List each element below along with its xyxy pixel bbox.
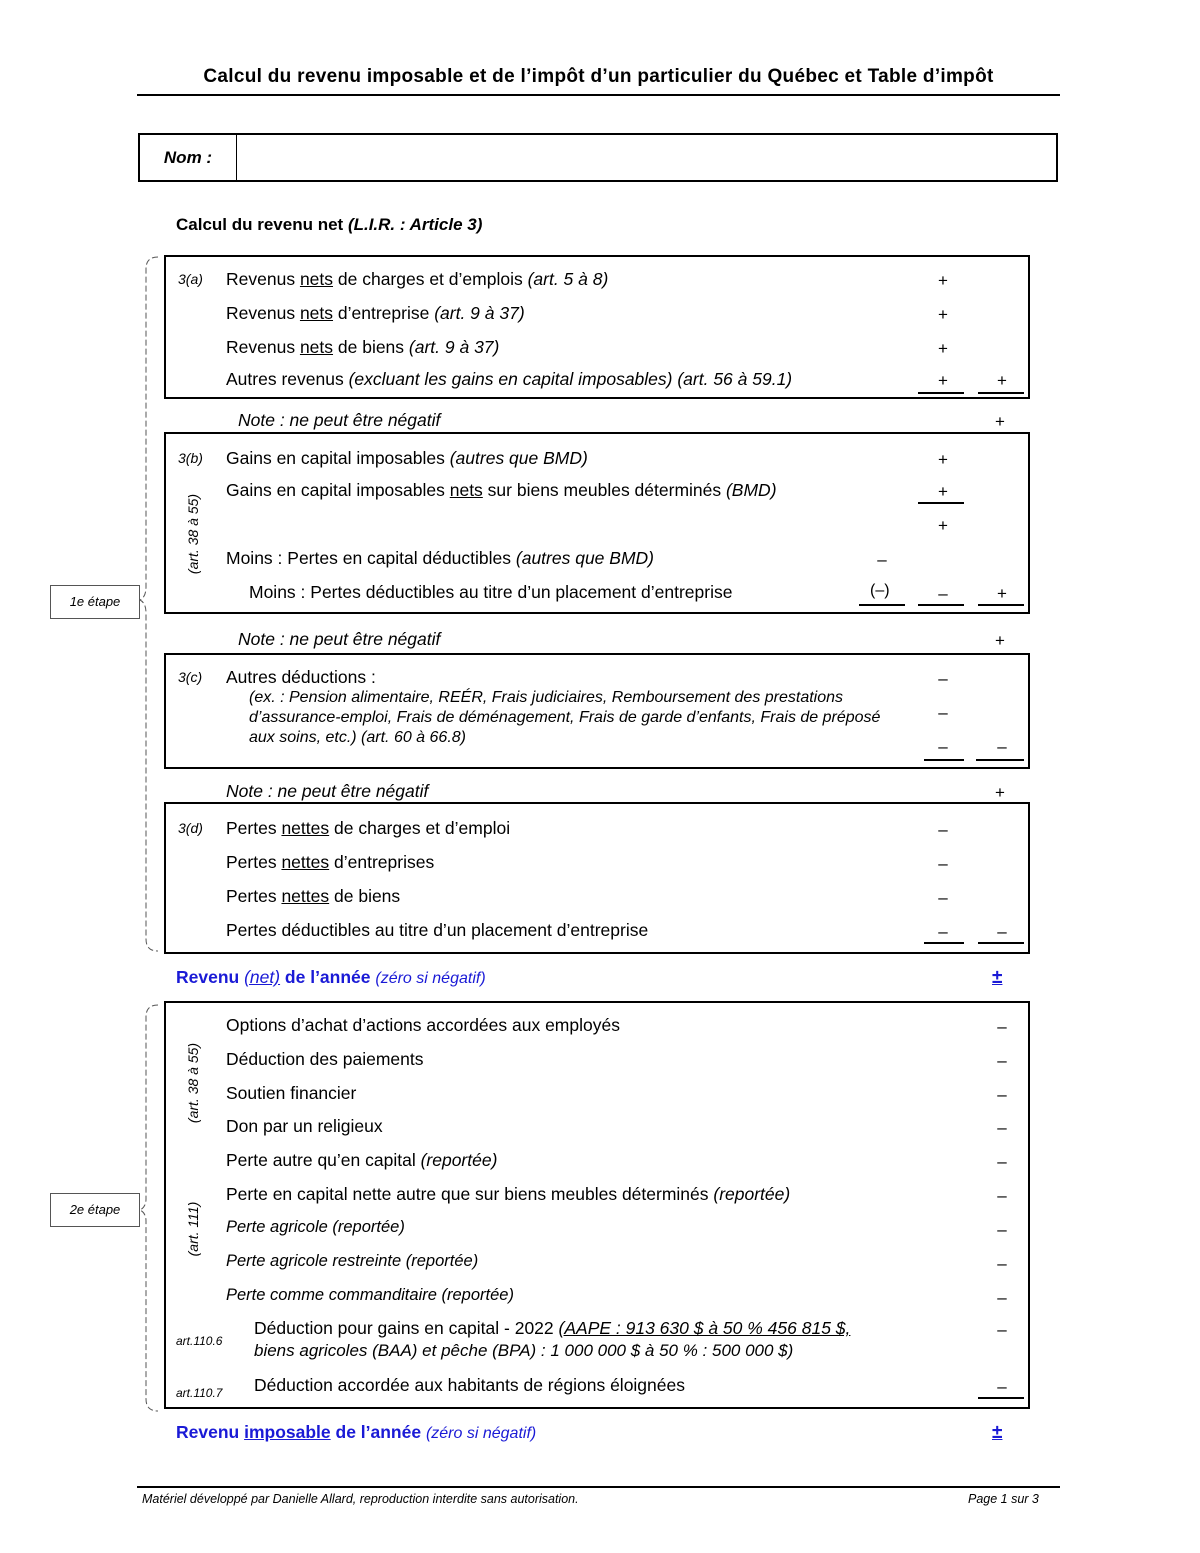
underline — [976, 759, 1024, 761]
sign-minus: – — [997, 1254, 1007, 1273]
step2-label: 2e étape — [50, 1193, 140, 1227]
row-s2-2: Déduction des paiements — [226, 1049, 424, 1069]
sign-minus: – — [938, 922, 948, 941]
row-3a-1: Revenus nets de charges et d’emplois (art. 5 à 8) — [226, 269, 609, 289]
step1-bracket — [138, 255, 160, 955]
row-s2-3: Soutien financier — [226, 1083, 357, 1103]
note-3c: Note : ne peut être négatif — [226, 781, 429, 801]
page-number: Page 1 sur 3 — [968, 1492, 1039, 1506]
taxable-income-sign: ± — [992, 1422, 1003, 1443]
art-1106: art.110.6 — [176, 1334, 223, 1348]
sign-minus: – — [938, 669, 948, 688]
row-3c-detail: (ex. : Pension alimentaire, REÉR, Frais judiciaires, Remboursement des prestations d’assurance-emploi, Frais de déménagement, Frais de garde d’enfants, Frais de préposé aux soins, etc.) (art. 60 à 66.8) — [249, 689, 881, 746]
row-3d-1: Pertes nettes de charges et d’emploi — [226, 818, 511, 838]
section-3a-box — [164, 255, 1030, 399]
row-3a-4: Autres revenus (excluant les gains en capital imposables) (art. 56 à 59.1) — [226, 369, 793, 389]
sign-minus: – — [938, 854, 948, 873]
underline — [924, 942, 964, 944]
sign-minus: – — [938, 820, 948, 839]
row-s2-11: Déduction accordée aux habitants de régions éloignées — [254, 1375, 685, 1395]
sign-minus: – — [938, 584, 948, 603]
underline — [978, 392, 1024, 394]
row-s2-10: Déduction pour gains en capital - 2022 (AAPE : 913 630 $ à 50 % 456 815 $, — [254, 1318, 851, 1338]
name-field[interactable] — [238, 135, 1056, 180]
taxable-income-label: Revenu imposable de l’année (zéro si négatif) — [176, 1422, 537, 1442]
sign-minus: – — [997, 1118, 1007, 1137]
sign-plus: + — [995, 631, 1005, 650]
sign-minus: – — [997, 1152, 1007, 1171]
sign-plus: + — [938, 339, 948, 358]
underline — [978, 942, 1024, 944]
row-s2-7: Perte agricole (reportée) — [226, 1218, 405, 1236]
section-3a-tag: 3(a) — [178, 271, 203, 287]
footer-rule — [137, 1486, 1060, 1488]
underline — [859, 604, 905, 606]
row-3b-1: Gains en capital imposables (autres que BMD) — [226, 448, 588, 468]
sign-minus: – — [997, 1085, 1007, 1104]
note-3b: Note : ne peut être négatif — [238, 629, 441, 649]
footer-credit: Matériel développé par Danielle Allard, reproduction interdite sans autorisation. — [142, 1492, 579, 1506]
sign-minus: – — [997, 1186, 1007, 1205]
sign-plus: + — [938, 271, 948, 290]
sign-minus: – — [997, 1017, 1007, 1036]
row-3d-3: Pertes nettes de biens — [226, 886, 401, 906]
row-3b-2: Gains en capital imposables nets sur biens meubles déterminés (BMD) — [226, 480, 777, 500]
sign-plus: + — [995, 783, 1005, 802]
note-3a: Note : ne peut être négatif — [238, 410, 441, 430]
row-s2-8: Perte agricole restreinte (reportée) — [226, 1252, 479, 1270]
section-3c-tag: 3(c) — [178, 669, 203, 685]
row-s2-5: Perte autre qu’en capital (reportée) — [226, 1150, 498, 1170]
row-s2-4: Don par un religieux — [226, 1116, 383, 1136]
row-s2-1: Options d’achat d’actions accordées aux employés — [226, 1015, 620, 1035]
name-box — [138, 133, 1058, 182]
sign-plus: + — [938, 371, 948, 390]
sign-minus: – — [877, 550, 887, 569]
sign-minus: – — [997, 1220, 1007, 1239]
vertical-ref-step2a: (art. 38 à 55) — [185, 1042, 201, 1124]
row-3a-2: Revenus nets d’entreprise (art. 9 à 37) — [226, 303, 525, 323]
underline — [924, 759, 964, 761]
sign-minus: – — [997, 1051, 1007, 1070]
sign-minus: – — [997, 1320, 1007, 1339]
sign-minus: – — [938, 737, 948, 756]
section-title: Calcul du revenu net (L.I.R. : Article 3) — [176, 215, 483, 234]
row-s2-10b: biens agricoles (BAA) et pêche (BPA) : 1 000 000 $ à 50 % : 500 000 $) — [254, 1341, 794, 1360]
section-3d-box — [164, 802, 1030, 954]
name-label: Nom : — [140, 135, 237, 180]
row-3b-4: Moins : Pertes déductibles au titre d’un placement d’entreprise — [249, 582, 733, 602]
row-3b-3: Moins : Pertes en capital déductibles (autres que BMD) — [226, 548, 654, 568]
sign-plus: + — [995, 412, 1005, 431]
step1-label: 1e étape — [50, 585, 140, 619]
underline — [978, 604, 1024, 606]
section-3c-box — [164, 653, 1030, 769]
sign-plus: + — [938, 482, 948, 501]
page-title: Calcul du revenu imposable et de l’impôt d’un particulier du Québec et Table d’impôt — [137, 66, 1060, 96]
sign-minus: – — [938, 888, 948, 907]
sign-minus: – — [997, 922, 1007, 941]
row-3c-1: Autres déductions : — [226, 667, 376, 687]
sign-plus: + — [938, 450, 948, 469]
step2-bracket — [138, 1003, 160, 1415]
art-1107: art.110.7 — [176, 1386, 223, 1400]
row-s2-6: Perte en capital nette autre que sur biens meubles déterminés (reportée) — [226, 1184, 791, 1204]
underline — [918, 392, 964, 394]
row-3d-4: Pertes déductibles au titre d’un placement d’entreprise — [226, 920, 649, 940]
row-s2-9: Perte comme commanditaire (reportée) — [226, 1286, 514, 1304]
sign-plus: + — [938, 516, 948, 535]
section-3d-tag: 3(d) — [178, 820, 203, 836]
underline — [918, 502, 964, 504]
sign-minus: – — [997, 737, 1007, 756]
step2-box — [164, 1001, 1030, 1409]
vertical-ref-step2b: (art. 111) — [185, 1201, 201, 1257]
paren-minus: (–) — [870, 582, 890, 599]
sign-minus: – — [997, 1288, 1007, 1307]
sign-plus: + — [997, 584, 1007, 603]
sign-plus: + — [997, 371, 1007, 390]
sign-minus: – — [997, 1377, 1007, 1396]
section-3b-box — [164, 432, 1030, 614]
row-3a-3: Revenus nets de biens (art. 9 à 37) — [226, 337, 500, 357]
underline — [918, 604, 964, 606]
sign-plus: + — [938, 305, 948, 324]
row-3d-2: Pertes nettes d’entreprises — [226, 852, 435, 872]
vertical-ref-3b: (art. 38 à 55) — [185, 493, 201, 575]
net-income-label: Revenu (net) de l’année (zéro si négatif) — [176, 967, 486, 987]
section-3b-tag: 3(b) — [178, 450, 203, 466]
net-income-sign: ± — [992, 967, 1003, 988]
underline — [978, 1397, 1024, 1399]
sign-minus: – — [938, 703, 948, 722]
